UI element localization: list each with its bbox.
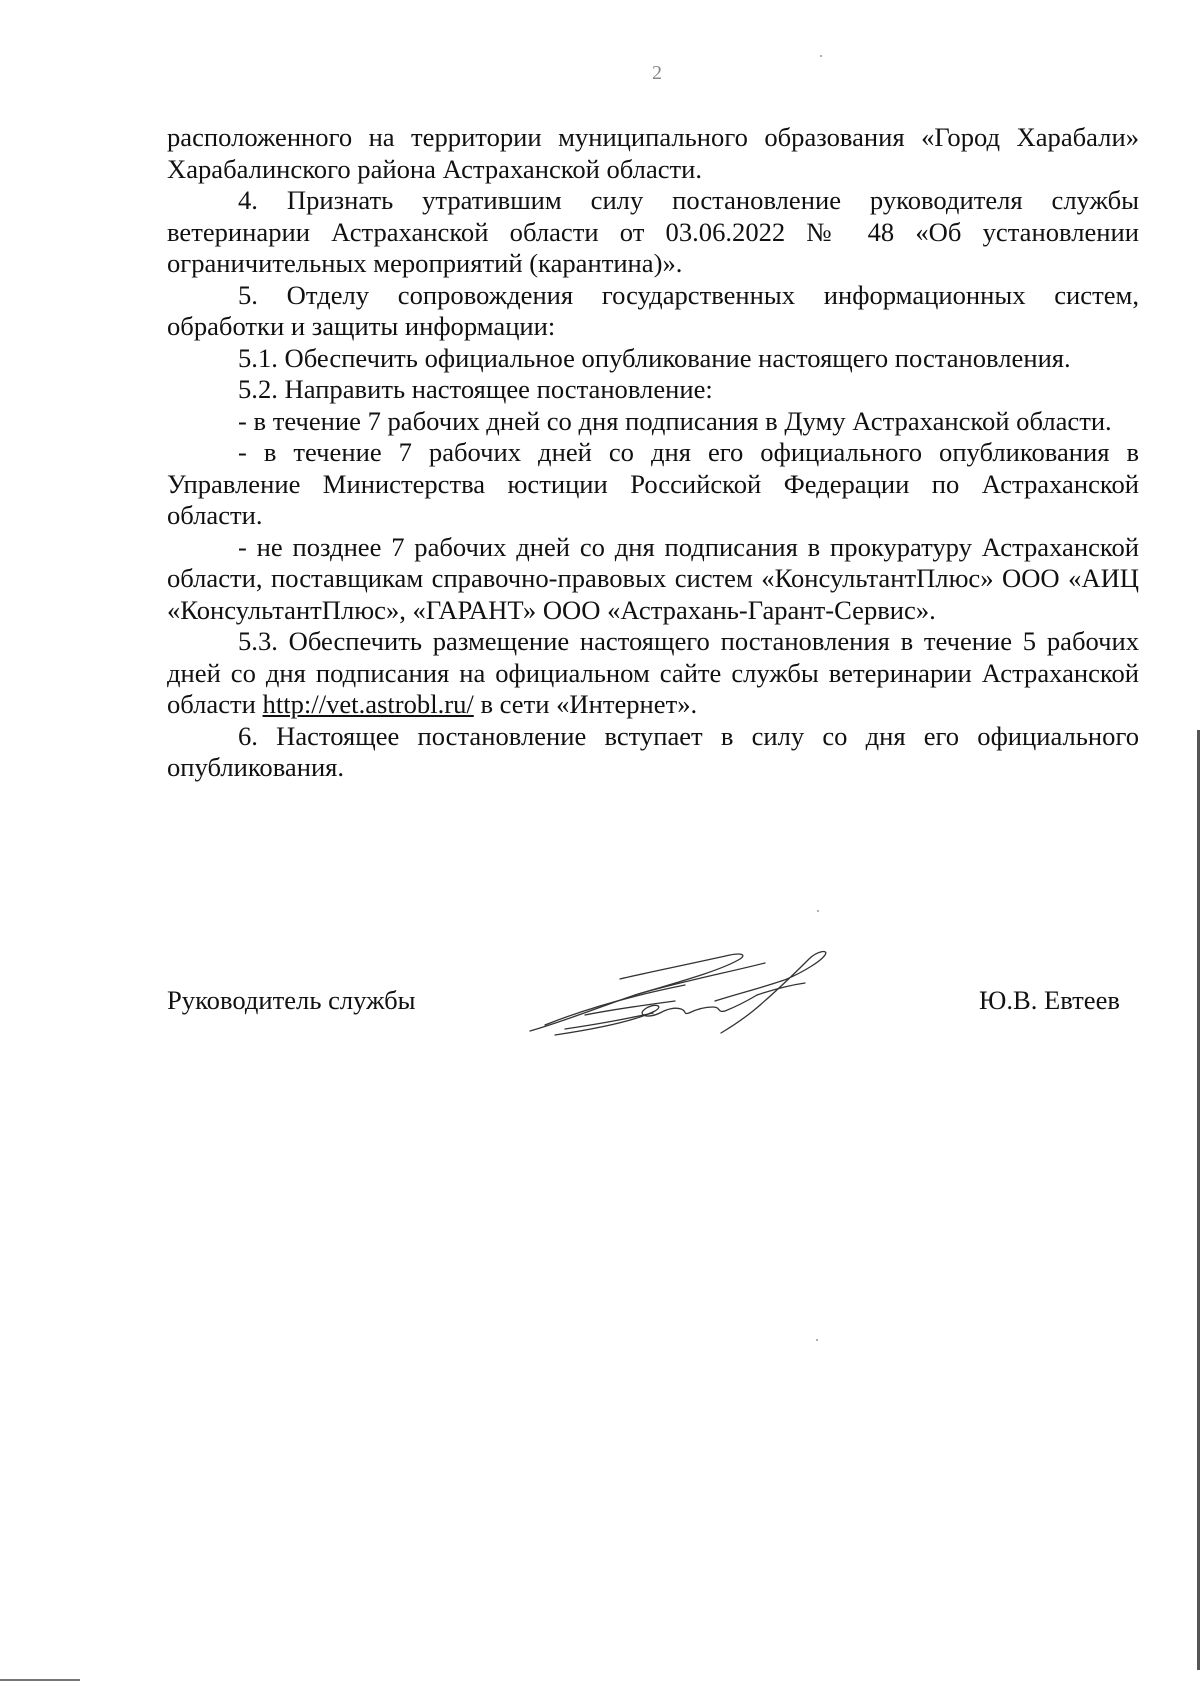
paragraph-item-5-2-duma: - в течение 7 рабочих дней со дня подписания в Думу Астраханской области. (238, 405, 1112, 436)
website-link[interactable]: http://vet.astrobl.ru/ (262, 689, 474, 719)
scan-speck (817, 910, 819, 912)
paragraph-item-5-3 (167, 626, 1139, 721)
paragraph-continuation: расположенного на территории муниципального образования «Город Харабали» Харабалинского района Астраханской области. (167, 122, 1139, 184)
scan-edge-bottom (0, 1679, 80, 1681)
paragraph-item-5-1: 5.1. Обеспечить официальное опубликование настоящего постановления. (238, 342, 1071, 373)
paragraph-item-5-2-justice: - в течение 7 рабочих дней со дня его официального опубликования в Управление Министерства юстиции Российской Федерации по Астраханской области. (167, 437, 1139, 530)
page-number: 2 (652, 62, 662, 84)
paragraph-5-3-text-after: в сети «Интернет». (473, 689, 698, 719)
scan-speck (816, 1339, 818, 1341)
scan-speck (820, 55, 822, 57)
paragraph-item-4: 4. Признать утратившим силу постановление руководителя службы ветеринарии Астраханской области от 03.06.2022 № 48 «Об установлении ограничительных мероприятий (карантина)». (167, 185, 1139, 278)
paragraph-item-6: 6. Настоящее постановление вступает в силу со дня его официального опубликования. (167, 720, 1139, 782)
document-body (167, 122, 1139, 784)
handwritten-signature (525, 943, 845, 1043)
paragraph-5-3-text-before: 5.3. Обеспечить размещение настоящего постановления в течение 5 рабочих дней со дня подписания на официальном сайте службы ветеринарии Астраханской области (167, 626, 1139, 719)
signatory-name: Ю.В. Евтеев (979, 985, 1120, 1015)
signatory-title: Руководитель службы (167, 985, 416, 1015)
paragraph-item-5-2: 5.2. Направить настоящее постановление: (238, 374, 713, 404)
paragraph-item-5-2-prosecutor: - не позднее 7 рабочих дней со дня подписания в прокуратуру Астраханской области, поставщикам справочно-правовых систем «КонсультантПлюс» ООО «АИЦ «КонсультантПлюс», «ГАРАНТ» ООО «Астрахань-Гарант-Сервис». (167, 531, 1139, 625)
paragraph-item-5: 5. Отделу сопровождения государственных информационных систем, обработки и защиты информации: (167, 279, 1139, 341)
